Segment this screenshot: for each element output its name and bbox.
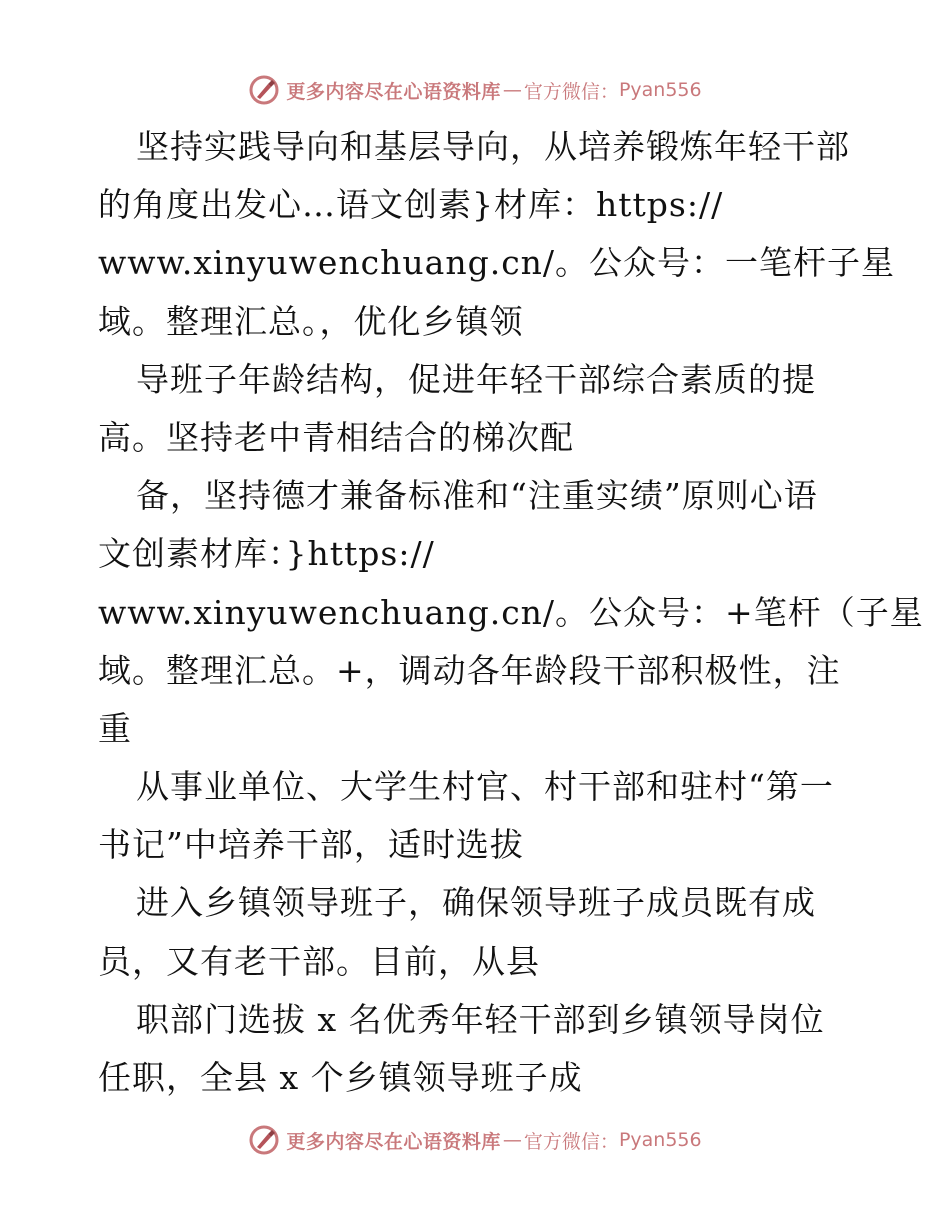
text-line: 域。整理汇总。，优化乡镇领 bbox=[98, 301, 524, 341]
text-line: 高。坚持老中青相结合的梯次配 bbox=[98, 417, 574, 457]
text-line: 重 bbox=[98, 708, 132, 748]
document-body bbox=[98, 118, 924, 1107]
text-line: 任职，全县 x 个乡镇领导班子成 bbox=[98, 1058, 583, 1097]
watermark-dash: — bbox=[502, 79, 522, 101]
watermark-dash: — bbox=[502, 1129, 522, 1151]
text-line: www.xinyuwenchuang.cn/。公众号：+笔杆（子星 bbox=[98, 592, 924, 632]
watermark-text: 更多内容尽在心语资料库 bbox=[286, 1130, 501, 1153]
text-line: 坚持实践导向和基层导向，从培养锻炼年轻干部 bbox=[136, 127, 850, 166]
watermark-handle: Pyan556 bbox=[618, 1129, 702, 1151]
text-line: 导班子年龄结构，促进年轻干部综合素质的提 bbox=[136, 359, 816, 399]
text-line: 文创素材库：}https:// bbox=[98, 534, 435, 574]
pen-logo-icon bbox=[248, 1124, 280, 1156]
watermark-handle: Pyan556 bbox=[618, 79, 702, 101]
text-line: 员，又有老干部。目前，从县 bbox=[98, 941, 540, 981]
header-watermark bbox=[0, 70, 950, 110]
text-line: 进入乡镇领导班子，确保领导班子成员既有成 bbox=[136, 883, 816, 923]
text-line: 的角度出发心…语文创素}材库：https:// bbox=[98, 185, 724, 225]
watermark-official: 官方微信： bbox=[523, 1130, 619, 1153]
watermark-official: 官方微信： bbox=[523, 80, 619, 103]
text-line: 职部门选拔 x 名优秀年轻干部到乡镇领导岗位 bbox=[136, 999, 825, 1039]
text-line: 域。整理汇总。+，调动各年龄段干部积极性，注 bbox=[98, 650, 841, 690]
text-line: 书记”中培养干部，适时选拔 bbox=[98, 825, 524, 865]
text-line: 备，坚持德才兼备标准和“注重实绩”原则心语 bbox=[136, 476, 818, 516]
pen-logo-icon bbox=[248, 74, 280, 106]
footer-watermark bbox=[0, 1120, 950, 1160]
text-line: www.xinyuwenchuang.cn/。公众号：一笔杆子星 bbox=[98, 243, 896, 283]
watermark-text: 更多内容尽在心语资料库 bbox=[286, 80, 501, 103]
text-line: 从事业单位、大学生村官、村干部和驻村“第一 bbox=[136, 767, 834, 807]
